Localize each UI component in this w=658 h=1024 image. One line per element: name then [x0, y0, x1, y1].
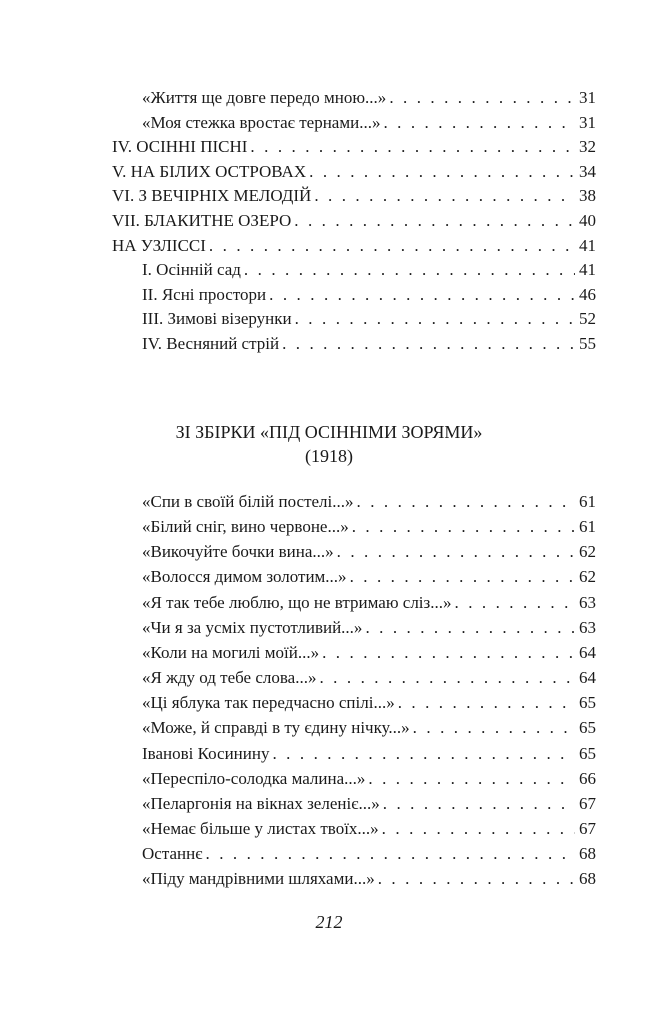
toc-entry-page: 61	[579, 492, 596, 511]
toc-entry	[112, 159, 596, 184]
toc-entry	[112, 183, 596, 208]
toc-entry-page: 40	[579, 211, 596, 230]
toc-leader-dots	[206, 841, 576, 866]
toc-leader-dots	[314, 183, 575, 208]
toc-entry-page: 31	[579, 88, 596, 107]
toc-leader-dots	[250, 134, 575, 159]
toc-entry	[142, 665, 596, 690]
toc-entry	[142, 590, 596, 615]
toc-entry	[142, 791, 596, 816]
toc-entry-page: 65	[579, 743, 596, 763]
section-title: ЗІ ЗБІРКИ «ПІД ОСІННІМИ ЗОРЯМИ»	[175, 422, 483, 442]
toc-entry	[142, 257, 596, 282]
toc-entry-page: 52	[579, 309, 596, 329]
toc-entry-title: II. Ясні простори	[142, 284, 267, 304]
toc-entry	[142, 564, 596, 589]
toc-leader-dots	[413, 715, 575, 740]
toc-leader-dots	[319, 665, 575, 690]
section-year: (1918)	[305, 446, 353, 466]
toc-entry-page: 64	[579, 642, 596, 662]
toc-entry	[142, 514, 596, 539]
toc-entry	[142, 539, 596, 564]
toc-entry-page: 64	[579, 668, 596, 688]
toc-entry-title: «Викочуйте бочки вина...»	[142, 542, 334, 562]
toc-entry	[142, 110, 596, 135]
toc-entry-title: VII. БЛАКИТНЕ ОЗЕРО	[112, 211, 292, 230]
toc-entry-page: 32	[579, 137, 596, 157]
toc-entry-title: «Спи в своїй білій постелі...»	[142, 492, 354, 511]
toc-leader-dots	[455, 590, 576, 615]
toc-leader-dots	[309, 159, 575, 184]
toc-leader-dots	[282, 331, 575, 356]
toc-entry-title: «Коли на могилі моїй...»	[142, 642, 320, 662]
toc-entry	[112, 208, 596, 233]
toc-entry-page: 65	[579, 693, 596, 713]
toc-entry	[112, 134, 596, 159]
toc-entry	[142, 715, 596, 740]
toc-entry-title: IV. ОСІННІ ПІСНІ	[112, 137, 248, 157]
toc-entry-page: 31	[579, 112, 596, 132]
toc-entry-title: «Може, й справді в ту єдину нічку...»	[142, 718, 410, 738]
toc-leader-dots	[389, 85, 575, 110]
toc-leader-dots	[378, 866, 575, 891]
toc-entry-title: «Пеларгонія на вікнах зеленіє...»	[142, 793, 380, 813]
toc-entry	[142, 306, 596, 331]
toc-leader-dots	[383, 110, 575, 135]
toc-entry-page: 61	[579, 517, 596, 537]
toc-entry	[142, 690, 596, 715]
toc-entry-page: 41	[579, 235, 596, 255]
toc-entry-page: 62	[579, 542, 596, 562]
toc-entry	[142, 640, 596, 665]
toc-entry-page: 67	[579, 818, 596, 838]
toc-entry-page: 68	[579, 844, 596, 864]
toc-leader-dots	[322, 640, 575, 665]
toc-leader-dots	[244, 257, 575, 282]
toc-entry-title: «Моя стежка вростає тернами...»	[142, 112, 381, 132]
toc-entry-title: VI. З ВЕЧІРНІХ МЕЛОДІЙ	[112, 186, 312, 206]
toc-entry-page: 38	[579, 186, 596, 206]
toc-entry-title: «Волосся димом золотим...»	[142, 567, 347, 587]
toc-leader-dots	[398, 690, 575, 715]
toc-leader-dots	[365, 615, 575, 640]
toc-entry-page: 63	[579, 617, 596, 637]
page-number: 212	[315, 912, 343, 932]
toc-entry-title: «Ці яблука так передчасно спілі...»	[142, 693, 395, 713]
toc-entry-page: 34	[579, 161, 596, 181]
toc-entry-title: «Піду мандрівними шляхами...»	[142, 869, 375, 889]
toc-entry	[142, 841, 596, 866]
toc-leader-dots	[272, 741, 575, 766]
toc-entry-page: 66	[579, 768, 596, 788]
toc-entry-title: V. НА БІЛИХ ОСТРОВАХ	[112, 161, 307, 181]
toc-entry-title: Останнє	[142, 844, 203, 864]
toc-entry-title: «Чи я за усміх пустотливий...»	[142, 617, 363, 637]
toc-entry-page: 68	[579, 869, 596, 889]
toc-entry-title: «Життя ще довге передо мною...»	[142, 88, 387, 107]
toc-entry-title: НА УЗЛІССІ	[112, 235, 206, 255]
toc-entry-title: I. Осінній сад	[142, 260, 241, 280]
toc-entry-page: 62	[579, 567, 596, 587]
toc-entry	[142, 615, 596, 640]
toc-leader-dots	[368, 766, 575, 791]
toc-entry	[142, 816, 596, 841]
toc-entry-page: 46	[579, 284, 596, 304]
toc-entry-page: 41	[579, 260, 596, 280]
toc-entry-title: «Переспіло-солодка малина...»	[142, 768, 366, 788]
toc-entry	[142, 282, 596, 307]
toc-leader-dots	[337, 539, 575, 564]
toc-entry	[142, 741, 596, 766]
toc-entry-title: «Немає більше у листах твоїх...»	[142, 818, 379, 838]
toc-leader-dots	[209, 233, 575, 258]
toc-entry-page: 65	[579, 718, 596, 738]
toc-entry-title: IV. Весняний стрій	[142, 334, 280, 353]
toc-entry	[142, 85, 596, 110]
toc-leader-dots	[295, 306, 575, 331]
toc-entry-title: III. Зимові візерунки	[142, 309, 292, 329]
toc-entry	[142, 866, 596, 891]
toc-leader-dots	[294, 208, 575, 233]
toc-leader-dots	[383, 791, 575, 816]
toc-entry	[142, 766, 596, 791]
toc-entry	[142, 331, 596, 356]
toc-entry-page: 67	[579, 793, 596, 813]
toc-leader-dots	[382, 816, 575, 841]
toc-entry-title: Іванові Косинину	[142, 743, 270, 763]
toc-entry-title: «Я жду од тебе слова...»	[142, 668, 317, 688]
toc-entry-title: «Білий сніг, вино червоне...»	[142, 517, 349, 537]
toc-leader-dots	[350, 564, 575, 589]
toc-entry-page: 55	[579, 334, 596, 353]
toc-leader-dots	[269, 282, 575, 307]
toc-leader-dots	[357, 489, 575, 514]
toc-leader-dots	[352, 514, 575, 539]
toc-entry-title: «Я так тебе люблю, що не втримаю сліз...»	[142, 592, 452, 612]
toc-entry	[142, 489, 596, 514]
toc-entry-page: 63	[579, 592, 596, 612]
toc-entry	[112, 233, 596, 258]
